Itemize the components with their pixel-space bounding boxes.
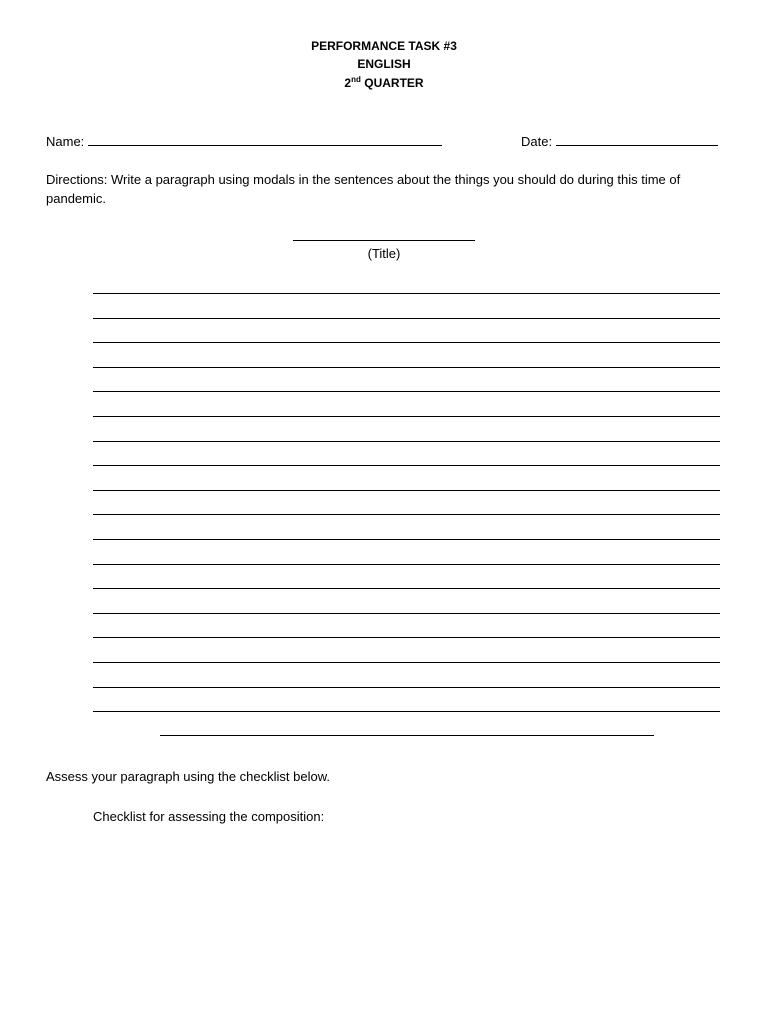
directions-text: Directions: Write a paragraph using modals in the sentences about the things you should do during this time of pandemic. — [46, 172, 681, 206]
name-field-row — [46, 131, 442, 149]
writing-line[interactable] — [93, 588, 720, 589]
writing-line[interactable] — [93, 637, 720, 638]
date-label: Date: — [521, 134, 553, 149]
date-blank-line[interactable] — [556, 145, 718, 146]
writing-line[interactable] — [93, 416, 720, 417]
title-blank-line[interactable] — [293, 230, 475, 241]
writing-line[interactable] — [93, 490, 720, 491]
subject-title: ENGLISH — [357, 57, 411, 71]
writing-line[interactable] — [93, 711, 720, 712]
assess-instruction: Assess your paragraph using the checklist below. — [46, 769, 330, 784]
writing-line[interactable] — [93, 391, 720, 392]
quarter-title: 2nd QUARTER — [344, 75, 424, 90]
checklist-heading: Checklist for assessing the composition: — [93, 809, 325, 824]
date-field-row — [521, 131, 718, 149]
header-line-3 — [0, 74, 768, 93]
closing-blank-line[interactable] — [160, 735, 654, 736]
writing-line[interactable] — [93, 465, 720, 466]
header-line-2 — [0, 55, 768, 74]
title-block — [0, 230, 768, 264]
writing-line[interactable] — [93, 662, 720, 663]
writing-line[interactable] — [93, 342, 720, 343]
writing-line[interactable] — [93, 293, 720, 294]
writing-line[interactable] — [93, 514, 720, 515]
writing-line[interactable] — [93, 539, 720, 540]
task-title: PERFORMANCE TASK #3 — [311, 39, 457, 53]
writing-line[interactable] — [93, 318, 720, 319]
name-label: Name: — [46, 134, 85, 149]
writing-line[interactable] — [93, 613, 720, 614]
writing-line[interactable] — [93, 564, 720, 565]
name-blank-line[interactable] — [88, 145, 442, 146]
title-caption: (Title) — [367, 246, 401, 261]
writing-line[interactable] — [93, 441, 720, 442]
writing-line[interactable] — [93, 687, 720, 688]
writing-line[interactable] — [93, 367, 720, 368]
header-line-1 — [0, 37, 768, 56]
